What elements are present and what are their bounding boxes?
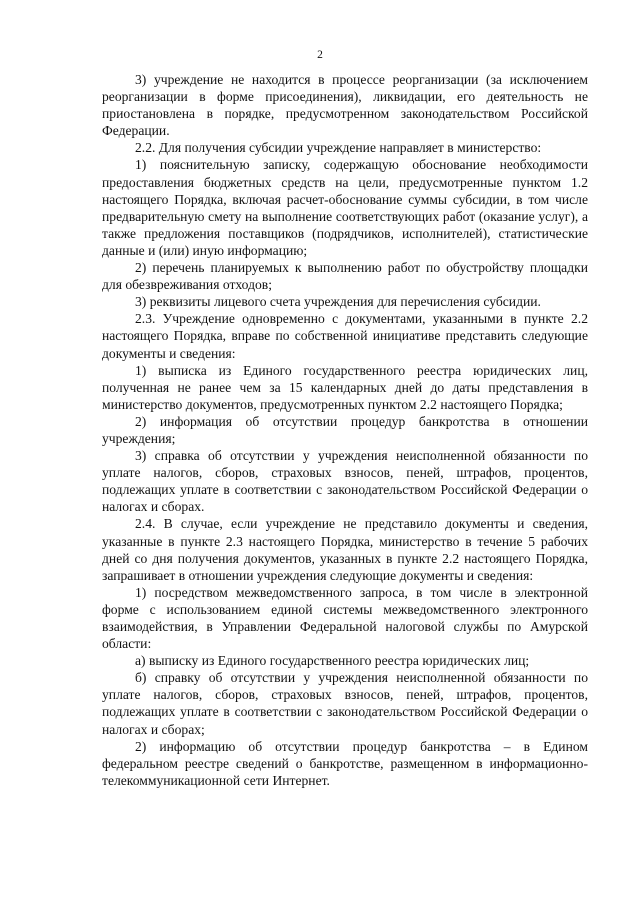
paragraph-2-2-item-3: 3) реквизиты лицевого счета учреждения для перечисления субсидии. — [135, 294, 541, 310]
paragraph-section-2-3: 2.3. Учреждение одновременно с документами, указанными в пункте 2.2 настоящего Порядка, вправе по собственной инициативе представить следующие документы и сведения: — [102, 311, 588, 361]
paragraph-2-4-item-1: 1) посредством межведомственного запроса, в том числе в электронной форме с использованием единой системы межведомственного электронного взаимодействия, в Управлении Федеральной налоговой службы по Амурской области: — [102, 584, 588, 652]
paragraph-2-2-item-1: 1) пояснительную записку, содержащую обоснование необходимости предоставления бюджетных средств на цели, предусмотренные пунктом 1.2 настоящего Порядка, включая расчет-обоснование суммы субсидии, в том числе предварительную смету на выполнение соответствующих работ (оказание услуг), а также предложения поставщиков (подрядчиков, исполнителей), статистические данные и (или) иную информацию; — [102, 157, 588, 258]
paragraph-2-3-item-2: 2) информация об отсутствии процедур банкротства в отношении учреждения; — [102, 413, 588, 446]
paragraph-2-4-item-1-b: б) справку об отсутствии у учреждения неисполненной обязанности по уплате налогов, сборов, страховых взносов, пеней, штрафов, процентов, подлежащих уплате в соответствии с законодательством Российской Федерации о налогах и сборах; — [102, 670, 588, 737]
paragraph-section-2-2: 2.2. Для получения субсидии учреждение направляет в министерство: — [135, 140, 542, 156]
paragraph-section-2-4: 2.4. В случае, если учреждение не представило документы и сведения, указанные в пункте 2.3 настоящего Порядка, министерство в течение 5 рабочих дней со дня получения документов, указанных в пункте 2.2 настоящего Порядка, запрашивает в отношении учреждения следующие документы и сведения: — [102, 516, 588, 583]
page-number: 2 — [317, 49, 323, 61]
paragraph-2-2-item-2: 2) перечень планируемых к выполнению работ по обустройству площадки для обезвреживания отходов; — [102, 260, 588, 293]
paragraph-2-4-item-1-a: а) выписку из Единого государственного реестра юридических лиц; — [135, 653, 530, 669]
paragraph-2-4-item-2: 2) информацию об отсутствии процедур банкротства – в Едином федеральном реестре сведений о банкротстве, размещенном в информационно-телекоммуникационной сети Интернет. — [102, 738, 588, 788]
document-body — [102, 71, 588, 789]
paragraph-2-3-item-1: 1) выписка из Единого государственного реестра юридических лиц, полученная не ранее чем за 15 календарных дней до даты представления в министерство документов, предусмотренных пунктом 2.2 настоящего Порядка; — [102, 362, 588, 412]
paragraph-item-3-not-reorganizing: 3) учреждение не находится в процессе реорганизации (за исключением реорганизации в форме присоединения), ликвидации, его деятельность не приостановлена в порядке, предусмотренном законодательством Российской Федерации. — [102, 72, 588, 139]
paragraph-2-3-item-3: 3) справка об отсутствии у учреждения неисполненной обязанности по уплате налогов, сборов, страховых взносов, пеней, штрафов, процентов, подлежащих уплате в соответствии с законодательством Российской Федерации о налогах и сборах. — [102, 448, 588, 515]
